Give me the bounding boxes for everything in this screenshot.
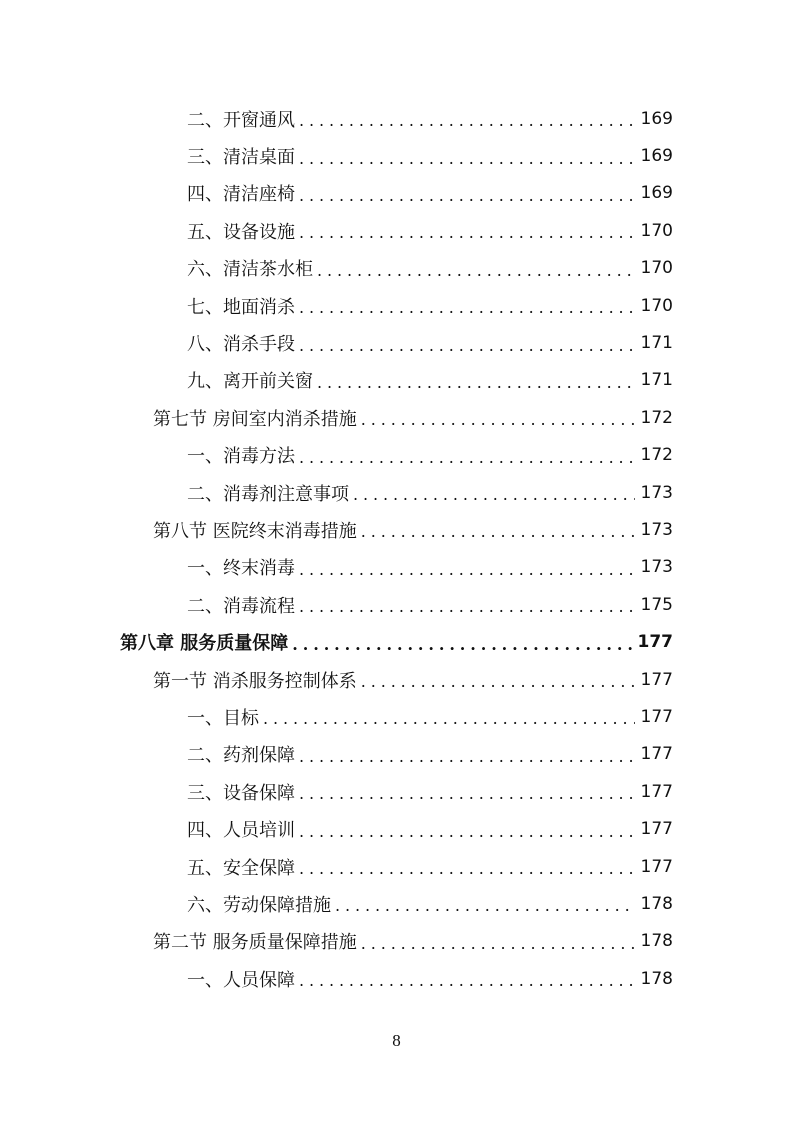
toc-dot-leader — [299, 223, 635, 242]
toc-entry-page-number: 177 — [640, 744, 673, 765]
toc-entry-title: 三、设备保障 — [187, 782, 295, 804]
toc-entry-title: 四、清洁座椅 — [187, 184, 295, 206]
toc-dot-leader — [299, 298, 635, 317]
toc-entry-title: 二、消毒剂注意事项 — [187, 483, 349, 505]
toc-entry-item[interactable] — [0, 437, 793, 474]
toc-dot-leader — [299, 186, 635, 205]
toc-entry-item[interactable] — [0, 810, 793, 847]
toc-entry-page-number: 178 — [640, 893, 673, 914]
toc-entry-item[interactable] — [0, 885, 793, 922]
toc-dot-leader — [353, 485, 635, 504]
toc-entry-page-number: 177 — [640, 781, 673, 802]
toc-entry-title: 第一节 消杀服务控制体系 — [153, 670, 357, 692]
toc-dot-leader — [299, 560, 635, 579]
toc-dot-leader — [299, 859, 635, 878]
toc-dot-leader — [317, 261, 635, 280]
toc-dot-leader — [263, 709, 635, 728]
toc-dot-leader — [299, 971, 635, 990]
toc-entry-title: 五、安全保障 — [187, 857, 295, 879]
toc-entry-title: 五、设备设施 — [187, 221, 295, 243]
toc-dot-leader — [299, 149, 635, 168]
toc-entry-title: 一、消毒方法 — [187, 446, 295, 468]
toc-entry-item[interactable] — [0, 212, 793, 249]
toc-entry-item[interactable] — [0, 175, 793, 212]
toc-entry-page-number: 178 — [640, 968, 673, 989]
toc-entry-item[interactable] — [0, 736, 793, 773]
toc-entry-item[interactable] — [0, 287, 793, 324]
toc-entry-title: 第二节 服务质量保障措施 — [153, 932, 357, 954]
toc-entry-item[interactable] — [0, 549, 793, 586]
toc-dot-leader — [335, 896, 635, 915]
toc-entry-page-number: 170 — [640, 220, 673, 241]
toc-dot-leader — [299, 784, 635, 803]
toc-entry-item[interactable] — [0, 474, 793, 511]
toc-entry-page-number: 169 — [640, 183, 673, 204]
toc-dot-leader — [299, 822, 635, 841]
toc-entry-page-number: 169 — [640, 108, 673, 129]
toc-entry-title: 一、目标 — [187, 707, 259, 729]
toc-entry-title: 一、人员保障 — [187, 969, 295, 991]
toc-entry-title: 二、消毒流程 — [187, 595, 295, 617]
toc-entry-page-number: 177 — [640, 856, 673, 877]
toc-entry-page-number: 169 — [640, 146, 673, 167]
toc-dot-leader — [317, 373, 635, 392]
toc-entry-title: 七、地面消杀 — [187, 296, 295, 318]
toc-dot-leader — [299, 597, 635, 616]
toc-entry-page-number: 170 — [640, 258, 673, 279]
toc-entry-section[interactable] — [0, 511, 793, 548]
toc-entry-title: 四、人员培训 — [187, 820, 295, 842]
toc-entry-item[interactable] — [0, 773, 793, 810]
toc-entry-title: 六、劳动保障措施 — [187, 894, 331, 916]
toc-entry-page-number: 173 — [640, 519, 673, 540]
toc-entry-title: 六、清洁茶水柜 — [187, 259, 313, 281]
toc-entry-item[interactable] — [0, 698, 793, 735]
toc-entry-section[interactable] — [0, 399, 793, 436]
toc-entry-item[interactable] — [0, 362, 793, 399]
toc-dot-leader — [299, 336, 635, 355]
toc-entry-title: 二、药剂保障 — [187, 745, 295, 767]
toc-dot-leader — [361, 934, 635, 953]
toc-entry-page-number: 177 — [640, 706, 673, 727]
toc-entry-chapter[interactable] — [0, 623, 793, 660]
toc-entry-page-number: 178 — [640, 931, 673, 952]
toc-entry-page-number: 173 — [640, 557, 673, 578]
toc-entry-title: 二、开窗通风 — [187, 109, 295, 131]
toc-entry-title: 九、离开前关窗 — [187, 371, 313, 393]
toc-dot-leader — [299, 448, 635, 467]
toc-dot-leader — [361, 522, 635, 541]
toc-entry-page-number: 170 — [640, 295, 673, 316]
toc-dot-leader — [299, 111, 635, 130]
toc-entry-item[interactable] — [0, 250, 793, 287]
toc-entry-item[interactable] — [0, 848, 793, 885]
toc-entry-item[interactable] — [0, 137, 793, 174]
toc-entry-page-number: 172 — [640, 407, 673, 428]
toc-dot-leader — [299, 747, 635, 766]
toc-entry-title: 三、清洁桌面 — [187, 147, 295, 169]
toc-dot-leader — [361, 410, 635, 429]
toc-entry-title: 一、终末消毒 — [187, 558, 295, 580]
page-number: 8 — [392, 1031, 401, 1050]
toc-entry-section[interactable] — [0, 661, 793, 698]
toc-entry-item[interactable] — [0, 324, 793, 361]
toc-entry-page-number: 171 — [640, 333, 673, 354]
toc-entry-item[interactable] — [0, 960, 793, 997]
toc-dot-leader — [361, 672, 635, 691]
toc-entry-page-number: 171 — [640, 370, 673, 391]
toc-entry-item[interactable] — [0, 100, 793, 137]
toc-entry-title: 八、消杀手段 — [187, 334, 295, 356]
toc-entry-page-number: 172 — [640, 445, 673, 466]
toc-entry-title: 第七节 房间室内消杀措施 — [153, 408, 357, 430]
toc-dot-leader — [292, 635, 631, 654]
toc-entry-page-number: 177 — [640, 669, 673, 690]
toc-entry-page-number: 175 — [640, 594, 673, 615]
toc-entry-page-number: 173 — [640, 482, 673, 503]
toc-entry-page-number: 177 — [637, 632, 673, 653]
toc-entry-item[interactable] — [0, 586, 793, 623]
toc-entry-section[interactable] — [0, 923, 793, 960]
toc-entry-title: 第八节 医院终末消毒措施 — [153, 520, 357, 542]
toc-entry-page-number: 177 — [640, 819, 673, 840]
table-of-contents — [0, 100, 793, 997]
toc-entry-title: 第八章 服务质量保障 — [120, 633, 289, 655]
